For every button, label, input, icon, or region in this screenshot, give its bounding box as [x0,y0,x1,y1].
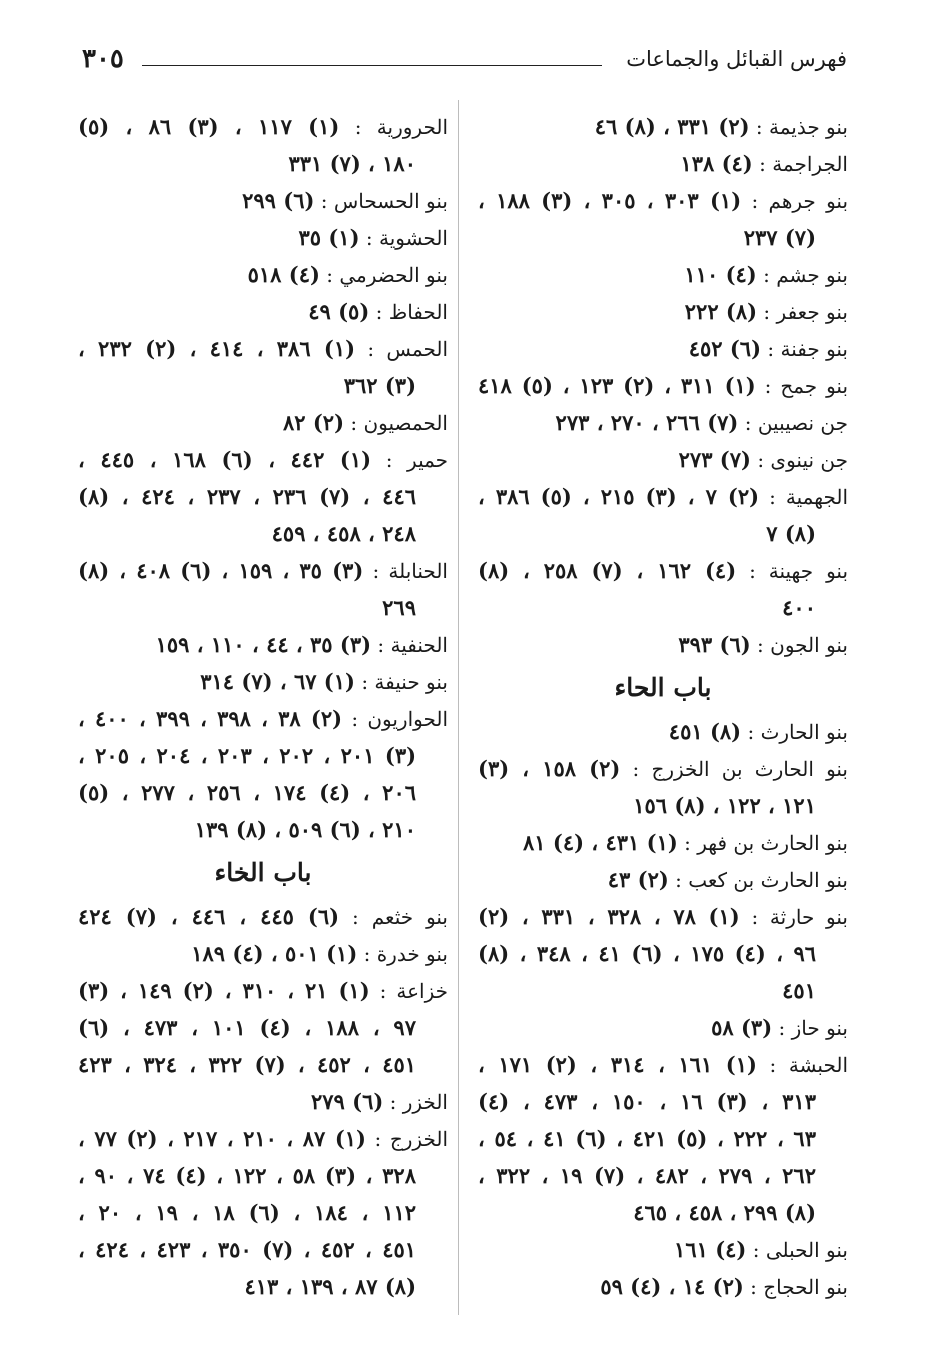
index-entry [78,441,448,478]
index-entry [478,750,848,787]
index-entry [78,935,448,972]
index-entry [478,1046,848,1083]
entry-references: ٢٦٩ [382,595,416,620]
entry-references: (٤) ١٣٨ [680,151,753,176]
entry-references: (٣) ٥٨ [711,1015,773,1040]
index-entry [78,108,448,145]
index-entry [78,404,448,441]
entry-name: بنو حنيفة : [354,670,448,694]
index-entry-continuation [478,1157,848,1194]
entry-references: (٤) ١٦١ [674,1237,747,1262]
entry-name: بنو جمح : [755,374,849,398]
index-entry [78,293,448,330]
index-entry [478,1231,848,1268]
entry-name: بنو جهينة : [736,559,849,583]
page-number: ٣٠٥ [82,44,124,74]
index-entry-continuation [78,478,448,515]
index-entry-continuation [78,367,448,404]
index-entry [478,861,848,898]
entry-references: (٧) ٢٣٧ [743,225,816,250]
index-entry [478,1009,848,1046]
index-entry [78,700,448,737]
entry-references: (٤) ١٦٢ ، (٧) ٢٥٨ ، (٨) [478,558,737,583]
index-entry [78,663,448,700]
entry-name: جن نصيبين : [738,411,848,435]
entry-name: بنو خدرة : [357,942,448,966]
entry-name: الحواريون : [342,707,449,731]
entry-references: (٨) ٢٩٩ ، ٤٥٨ ، ٤٦٥ [633,1200,816,1225]
index-entry [78,1120,448,1157]
index-column-right [478,108,848,1305]
index-entry-continuation [78,589,448,626]
entry-references: (١) ٣٥ [298,225,360,250]
entry-references: ٩٧ ، ١٨٨ ، (٤) ١٠١ ، ٤٧٣ ، (٦) [78,1015,416,1040]
entry-references: (٤) ٥١٨ [247,262,320,287]
index-entry-continuation [78,1046,448,1083]
entry-references: ٩٦ ، (٤) ١٧٥ ، (٦) ٤١ ، ٣٤٨ ، (٨) [478,941,817,966]
index-entry [478,478,848,515]
entry-references: ٢٤٨ ، ٤٥٨ ، ٤٥٩ [271,521,416,546]
index-entry [478,182,848,219]
index-entry [478,824,848,861]
index-entry [78,1083,448,1120]
index-entry [478,552,848,589]
entry-references: ٤٥١ [782,978,816,1003]
index-entry-continuation [78,811,448,848]
entry-references: ٦٣ ، ٢٢٢ ، (٥) ٤٢١ ، (٦) ٤١ ، ٥٤ ، [478,1126,816,1151]
entry-references: ٣١٣ ، (٣) ١٦ ، ١٥٠ ، ٤٧٣ ، (٤) [478,1089,816,1114]
entry-references: ١١٢ ، ١٨٤ ، (٦) ١٨ ، ١٩ ، ٢٠ ، [78,1200,417,1225]
entry-references: (٢) ١٤ ، (٤) ٥٩ [600,1274,744,1299]
index-entry [478,713,848,750]
entry-name: بنو الحبلى : [746,1238,848,1262]
entry-name: خزاعة : [369,979,448,1003]
entry-name: بنو الحارث بن الخزرج : [620,757,848,781]
entry-references: (٨) ٧ [766,521,816,546]
entry-references: ٢٦٢ ، ٢٧٩ ، ٤٨٢ ، (٧) ١٩ ، ٣٢٢ ، [478,1163,816,1188]
entry-name: الخزر : [383,1090,448,1114]
entry-name: بنو جعفر : [757,300,848,324]
section-heading: باب الخاء [214,858,312,887]
index-entry [478,145,848,182]
entry-name: بنو حاز : [772,1016,848,1040]
entry-references: ٤٥١ ، ٤٥٢ ، (٧) ٣٥٠ ، ٤٢٣ ، ٤٢٤ ، [78,1237,417,1262]
entry-name: بنو الحارث : [741,720,848,744]
index-entry-continuation [478,589,848,626]
index-entry-continuation [78,145,448,182]
index-entry [78,552,448,589]
entry-name: بنو خثعم : [339,905,449,929]
entry-references: (٣) ٣٥ ، ٤٤ ، ١١٠ ، ١٥٩ [155,632,372,657]
index-entry-continuation [78,515,448,552]
entry-references: ٤٥١ ، ٤٥٢ ، (٧) ٣٢٢ ، ٣٢٤ ، ٤٢٣ [78,1052,417,1077]
running-title: فهرس القبائل والجماعات [626,47,847,71]
entry-references: (٣) ٣٥ ، ١٥٩ ، (٦) ٤٠٨ ، (٨) [78,558,364,583]
entry-references: (١) ٨٧ ، ٢١٠ ، ٢١٧ ، (٢) ٧٧ ، [78,1126,366,1151]
entry-name: بنو جرهم : [741,189,849,213]
index-entry [478,293,848,330]
index-entry-continuation [78,774,448,811]
index-entry-continuation [478,1120,848,1157]
entry-references: (٤) ١١٠ [684,262,757,287]
index-entry-continuation [478,1083,848,1120]
index-entry-continuation [78,1157,448,1194]
entry-references: (٧) ٢٦٦ ، ٢٧٠ ، ٢٧٣ [555,410,739,435]
entry-references: ١٨٠ ، (٧) ٣٣١ [288,151,416,176]
index-entry-continuation [478,972,848,1009]
entry-name: بنو جشم : [756,263,848,287]
index-entry [478,404,848,441]
index-entry [78,182,448,219]
entry-name: حمير : [371,448,449,472]
entry-references: (٣) ٢٠١ ، ٢٠٢ ، ٢٠٣ ، ٢٠٤ ، ٢٠٥ ، [78,743,417,768]
entry-references: (١) ٤٣١ ، (٤) ٨١ [523,830,678,855]
entry-references: ٢٠٦ ، (٤) ١٧٤ ، ٢٥٦ ، ٢٧٧ ، (٥) [78,780,417,805]
entry-name: الحنفية : [371,633,448,657]
index-entry-continuation [478,787,848,824]
index-entry [78,972,448,1009]
index-entry-continuation [478,1194,848,1231]
index-entry [478,367,848,404]
entry-name: الحمس : [355,337,449,361]
entry-references: (٢) ٨٢ [282,410,345,435]
entry-name: الحشوية : [359,226,448,250]
entry-name: بنو الحارث بن فهر : [677,831,848,855]
header-rule [142,65,602,66]
index-entry [478,256,848,293]
entry-references: (٦) ٢٧٩ [310,1089,384,1114]
entry-name: الحنابلة : [363,559,448,583]
section-heading: باب الحاء [614,673,712,702]
index-entry [78,626,448,663]
entry-name: بنو الحارث بن كعب : [668,868,848,892]
entry-references: (٨) ٤٥١ [668,719,742,744]
entry-references: ١٢١ ، ١٢٢ ، (٨) ١٥٦ [633,793,816,818]
index-entry-continuation [78,1194,448,1231]
entry-name: الحمصيون : [344,411,448,435]
index-entry-continuation [478,515,848,552]
entry-references: (٢) ٧ ، (٣) ٢١٥ ، (٥) ٣٨٦ ، [478,484,760,509]
entry-references: (٨) ٨٧ ، ١٣٩ ، ٤١٣ [244,1274,416,1299]
column-divider [458,100,459,1315]
entry-name: بنو حارثة : [739,905,848,929]
index-entry [478,108,848,145]
entry-references: (١) ١١٧ ، (٣) ٨٦ ، (٥) [78,114,340,139]
index-entry [78,898,448,935]
entry-references: (٦) ٢٩٩ [242,188,315,213]
entry-references: (٢) ١٥٨ ، (٣) [478,756,621,781]
entry-name: بنو الحجاج : [743,1275,848,1299]
entry-references: (٦) ٤٥٢ [688,336,762,361]
entry-references: (٢) ٣٨ ، ٣٩٨ ، ٣٩٩ ، ٤٠٠ ، [78,706,343,731]
entry-references: (١) ٢١ ، ٣١٠ ، (٢) ١٤٩ ، (٣) [78,978,370,1003]
entry-references: ٤٠٠ [782,595,816,620]
index-entry-continuation [78,1268,448,1305]
entry-references: (٦) ٤٤٥ ، ٤٤٦ ، (٧) ٤٢٤ [78,904,340,929]
index-entry [478,626,848,663]
entry-references: ٣٢٨ ، (٣) ٥٨ ، ١٢٢ ، (٤) ٧٤ ، ٩٠ ، [78,1163,416,1188]
entry-references: (١) ٣٠٣ ، ٣٠٥ ، (٣) ١٨٨ ، [478,188,742,213]
entry-references: (١) ١٦١ ، ٣١٤ ، (٢) ١٧١ ، [478,1052,757,1077]
entry-name: بنو الحضرمي : [319,263,448,287]
entry-references: (٥) ٤٩ [308,299,370,324]
entry-name: الجراجمة : [752,152,848,176]
index-entry-continuation [78,1231,448,1268]
index-entry [478,441,848,478]
entry-name: الجهمية : [759,485,849,509]
entry-name: جن نينوى : [750,448,848,472]
index-entry-continuation [478,935,848,972]
entry-references: (٧) ٢٧٣ [678,447,751,472]
index-entry [478,1268,848,1305]
index-entry-continuation [78,1009,448,1046]
entry-name: الحبشة : [756,1053,849,1077]
entry-name: بنو جذيمة : [749,115,848,139]
index-entry-continuation [478,219,848,256]
entry-references: (١) ٦٧ ، (٧) ٣١٤ [200,669,355,694]
entry-references: (١) ٥٠١ ، (٤) ١٨٩ [191,941,358,966]
entry-name: بنو الحسحاس : [314,189,448,213]
entry-references: (٨) ٢٢٢ [684,299,758,324]
index-column-left [78,108,448,1305]
entry-references: (١) ٣٨٦ ، ٤١٤ ، (٢) ٢٣٢ ، [78,336,356,361]
entry-references: (٢) ٣٣١ ، (٨) ٤٦ [594,114,750,139]
index-entry [78,330,448,367]
page-header [72,42,847,78]
entry-name: الحرورية : [339,115,449,139]
entry-references: ٢١٠ ، (٦) ٥٠٩ ، (٨) ١٣٩ [194,817,416,842]
index-entry [478,898,848,935]
index-entry-continuation [78,737,448,774]
entry-references: (٢) ٤٣ [607,867,669,892]
entry-name: الخزرج : [365,1127,449,1151]
entry-references: (١) ٤٤٢ ، (٦) ١٦٨ ، ٤٤٥ ، [78,447,372,472]
index-entry [78,219,448,256]
entry-references: (١) ٧٨ ، ٣٢٨ ، ٣٣١ ، (٢) [478,904,740,929]
entry-references: (١) ٣١١ ، (٢) ١٢٣ ، (٥) ٤١٨ [478,373,756,398]
entry-references: (٣) ٣٦٢ [343,373,416,398]
entry-references: ٤٤٦ ، (٧) ٢٣٦ ، ٢٣٧ ، ٤٢٤ ، (٨) [78,484,417,509]
entry-name: بنو الجون : [750,633,848,657]
entry-name: بنو جفنة : [761,337,848,361]
index-entry [478,330,848,367]
index-entry [78,256,448,293]
entry-name: الحفاظ : [369,300,448,324]
entry-references: (٦) ٣٩٣ [678,632,751,657]
